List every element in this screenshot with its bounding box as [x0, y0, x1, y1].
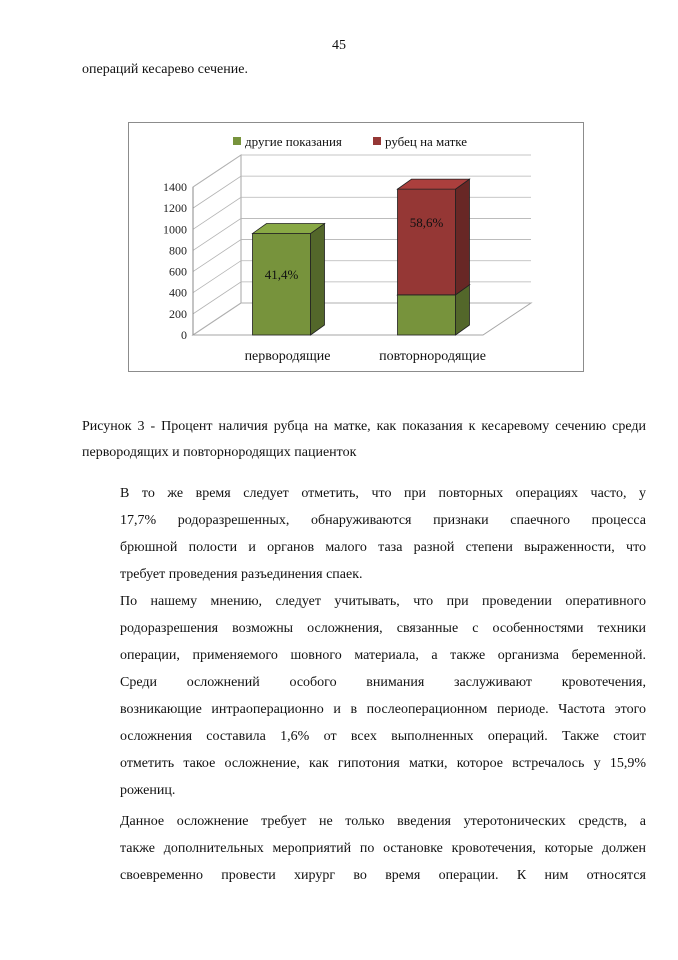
text-line: Данное осложнение требует не только введения утеротонических средств, а: [120, 814, 646, 829]
gridline: [193, 197, 531, 229]
data-label: 58,6%: [409, 215, 444, 231]
legend-swatch: [233, 137, 241, 145]
legend-swatch: [373, 137, 381, 145]
intro-line: операций кесарево сечение.: [82, 62, 248, 77]
chart-floor: [193, 303, 531, 335]
bar-segment: [253, 234, 311, 335]
y-tick-label: 0: [181, 328, 187, 342]
category-label: повторнородящие: [379, 349, 486, 364]
data-label: 41,4%: [264, 267, 299, 283]
bar-segment-side: [456, 179, 470, 295]
y-tick-label: 400: [169, 285, 187, 300]
bar-segment: [398, 295, 456, 335]
bar-segment: [398, 189, 456, 295]
text-line: отметить такое осложнение, как гипотония матки, которое встречалось у 15,9%: [120, 756, 646, 771]
text-line: рожениц.: [120, 783, 176, 798]
y-tick-label: 1400: [163, 180, 187, 194]
gridline: [193, 261, 531, 293]
text-line: требует проведения разъединения спаек.: [120, 567, 363, 582]
text-line: операции, применяемого шовного материала, а также организма беременной.: [120, 648, 646, 663]
y-tick-label: 200: [169, 306, 187, 321]
text-line: брюшной полости и органов малого таза разной степени выраженности, что: [120, 540, 646, 555]
legend-label: рубец на матке: [385, 134, 468, 149]
gridline: [193, 240, 531, 272]
stacked-bar-chart: [129, 123, 585, 373]
gridline: [193, 176, 531, 208]
category-label: первородящие: [244, 349, 331, 364]
paragraph-1: [82, 480, 646, 588]
text-line: возникающие интраоперационно и в послеоперационном периоде. Частота этого: [120, 702, 646, 717]
gridline: [193, 155, 531, 187]
gridline: [193, 218, 531, 250]
gridline: [193, 282, 531, 314]
text-line: своевременно провести хирург во время операции. К ним относятся: [120, 868, 646, 883]
y-tick-label: 800: [169, 243, 187, 258]
page-number: 45: [332, 38, 346, 53]
text-line: В то же время следует отметить, что при повторных операциях часто, у: [120, 486, 646, 501]
text-line: Среди осложнений особого внимания заслуживают кровотечения,: [120, 675, 646, 690]
figure-caption: Рисунок 3 - Процент наличия рубца на матке, как показания к кесаревому сечению среди первородящих и повторнородящих пациенток: [82, 419, 646, 460]
text-line: осложнения составила 1,6% от всех выполненных операций. Также стоит: [120, 729, 646, 744]
y-tick-label: 1200: [163, 201, 187, 216]
bar-segment-side: [311, 224, 325, 335]
gridline: [193, 303, 531, 335]
paragraph-2: [82, 588, 646, 804]
y-tick-label: 600: [169, 264, 187, 279]
paragraph-3: [82, 808, 646, 889]
text-line: также дополнительных мероприятий по остановке кровотечения, которые должен: [120, 841, 646, 856]
text-line: По нашему мнению, следует учитывать, что при проведении оперативного: [120, 594, 646, 609]
figure-chart: [128, 122, 584, 372]
text-line: родоразрешения возможны осложнения, связанные с особенностями техники: [120, 621, 646, 636]
legend-label: другие показания: [245, 134, 342, 149]
text-line: 17,7% родоразрешенных, обнаруживаются признаки спаечного процесса: [120, 513, 646, 528]
y-tick-label: 1000: [163, 222, 187, 237]
